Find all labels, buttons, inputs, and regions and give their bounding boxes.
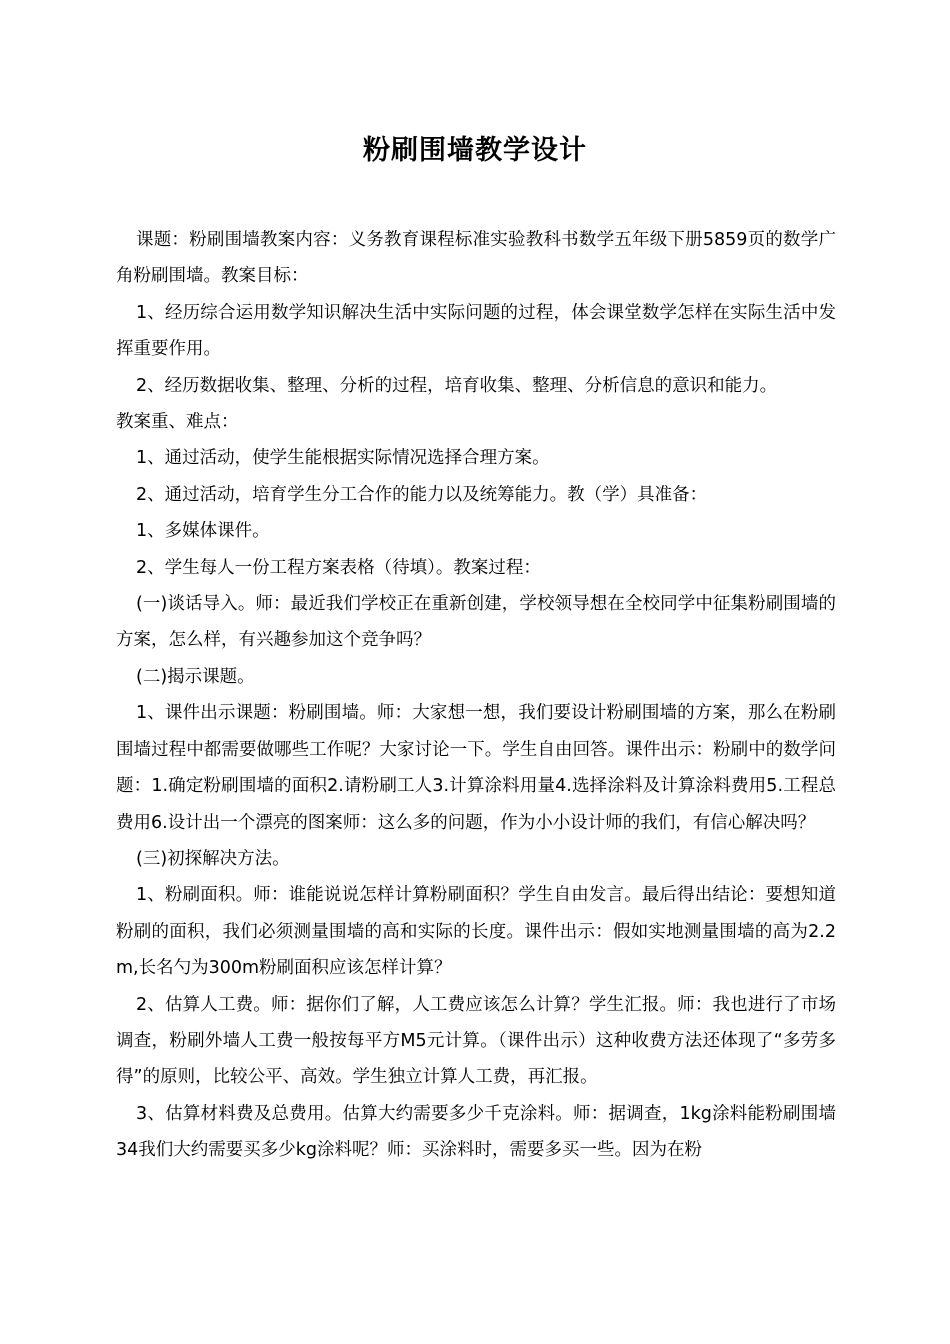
- paragraph-prep-2: 2、学生每人一份工程方案表格（待填）。教案过程：: [136, 557, 541, 578]
- paragraph-section-2-body: 1、课件出示课题：粉刷围墙。师：大家想一想，我们要设计粉刷围墙的方案，那么在粉刷围墙过程中都需要做哪些工作呢？大家讨论一下。学生自由回答。课件出示：粉刷中的数学问题：1.确定粉刷围墙的面积2.请粉刷工人3.计算涂料用量4.选择涂料及计算涂料费用5.工程总费用6.设计出一个漂亮的图案师：这么多的问题，作为小小设计师的我们，有信心解决吗？: [116, 703, 836, 833]
- paragraph-intro: 课题：粉刷围墙教案内容：义务教育课程标准实验教科书数学五年级下册5859页的数学广角粉刷围墙。教案目标：: [116, 230, 836, 287]
- paragraph-section-2-heading: (二)揭示课题。: [136, 666, 255, 687]
- paragraph-key-points-heading: 教案重、难点：: [116, 412, 239, 433]
- paragraph-area: 1、粉刷面积。师：谁能说说怎样计算粉刷面积？学生自由发言。最后得出结论：要想知道粉刷的面积，我们必须测量围墙的高和实际的长度。课件出示：假如实地测量围墙的高为2.2m,长名勺为300m粉刷面积应该怎样计算？: [116, 885, 836, 979]
- paragraph-labor-cost: 2、估算人工费。师：据你们了解，人工费应该怎么计算？学生汇报。师：我也进行了市场调查，粉刷外墙人工费一般按每平方M5元计算。（课件出示）这种收费方法还体现了“多劳多得”的原则，比较公平、高效。学生独立计算人工费，再汇报。: [116, 994, 836, 1088]
- paragraph-key-point-1: 1、通过活动，使学生能根据实际情况选择合理方案。: [136, 448, 550, 469]
- paragraph-prep-1: 1、多媒体课件。: [136, 521, 270, 542]
- paragraph-material-cost: 3、估算材料费及总费用。估算大约需要多少千克涂料。师：据调查，1kg涂料能粉刷围墙34我们大约需要买多少kg涂料呢？师：买涂料时，需要多买一些。因为在粉: [116, 1103, 836, 1161]
- paragraph-section-1: (一)谈话导入。师：最近我们学校正在重新创建，学校领导想在全校同学中征集粉刷围墙的方案，怎么样，有兴趣参加这个竞争吗？: [116, 594, 836, 651]
- paragraph-section-3-heading: (三)初探解决方法。: [136, 848, 290, 869]
- paragraph-goal-2: 2、经历数据收集、整理、分析的过程，培育收集、整理、分析信息的意识和能力。: [136, 375, 778, 396]
- document-body: [116, 222, 836, 1169]
- document-title: 粉刷围墙教学设计: [363, 135, 587, 166]
- paragraph-goal-1: 1、经历综合运用数学知识解决生活中实际问题的过程，体会课堂数学怎样在实际生活中发挥重要作用。: [116, 302, 836, 360]
- paragraph-key-point-2: 2、通过活动，培育学生分工合作的能力以及统筹能力。教（学）具准备：: [136, 484, 708, 505]
